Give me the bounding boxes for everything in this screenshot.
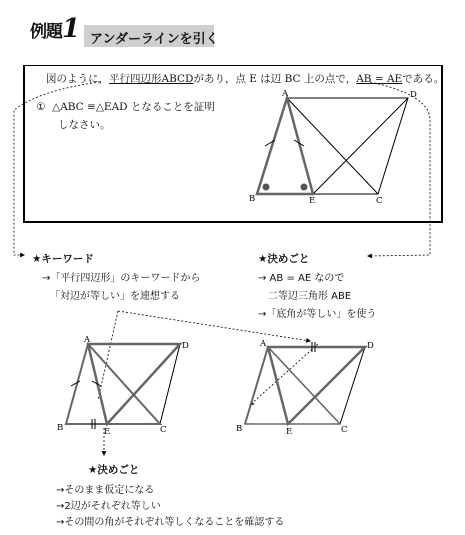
fig1-label-d: D: [410, 90, 417, 100]
intro-underlined-parallelogram: 平行四辺形ABCD: [109, 73, 194, 85]
intro-before: 図のように，: [46, 73, 109, 85]
keyword-heading: ★キーワード: [32, 253, 94, 265]
question-text-1: △ABC ≡△EAD となることを証明: [52, 101, 215, 113]
fig3-label-c: C: [341, 425, 348, 435]
fig3-label-e: E: [286, 427, 293, 437]
rule2-line-1: →そのまま仮定になる: [56, 485, 155, 496]
rule-line-2: 二等辺三角形 ABE: [268, 291, 352, 302]
connector-left: [14, 82, 100, 255]
fig1-label-e: E: [309, 196, 316, 206]
keyword-line-1: →「平行四辺形」のキーワードから: [42, 273, 201, 284]
connector-middle-1: [118, 311, 310, 341]
fig2-label-e: E: [104, 427, 111, 437]
rule2-line-3: →その間の角がそれぞれ等しくなることを確認する: [56, 517, 285, 528]
rule-line-3: →「底角が等しい」を使う: [258, 309, 377, 320]
connector-middle-2: [98, 311, 118, 400]
question-number: ①: [36, 101, 46, 113]
fig1-label-b: B: [249, 194, 256, 204]
rule-heading: ★決めごと: [258, 253, 310, 265]
fig2-label-d: D: [182, 341, 189, 351]
example-mark-text: 例題: [30, 22, 62, 42]
example-mark-number: 1: [62, 14, 80, 44]
keyword-line-2: 「対辺が等しい」を連想する: [50, 291, 180, 302]
intro-middle: があり，点 E は辺 BC 上の点で，: [193, 73, 357, 85]
fig1-label-a: A: [282, 89, 289, 99]
rule2-line-2: →2辺がそれぞれ等しい: [56, 501, 161, 512]
connector-right: [368, 82, 430, 256]
rule-line-1: → AB = AE なので: [258, 273, 345, 284]
intro-after: である。: [402, 73, 445, 85]
fig2-label-b: B: [57, 423, 64, 433]
page-title: アンダーラインを引く: [90, 32, 219, 47]
question-text-2: しなさい。: [58, 119, 111, 131]
rule2-heading: ★決めごと: [88, 464, 140, 476]
fig3-label-a: A: [260, 339, 267, 349]
fig3-label-b: B: [236, 424, 243, 434]
fig1-label-c: C: [376, 196, 383, 206]
figure-2: [57, 335, 189, 437]
fig3-label-d: D: [367, 341, 374, 351]
fig2-label-a: A: [84, 335, 91, 345]
figure-3: [236, 339, 374, 437]
fig2-label-c: C: [160, 425, 167, 435]
figure-1: [249, 89, 417, 206]
intro-underlined-ab-ae: AB = AE: [356, 73, 403, 85]
